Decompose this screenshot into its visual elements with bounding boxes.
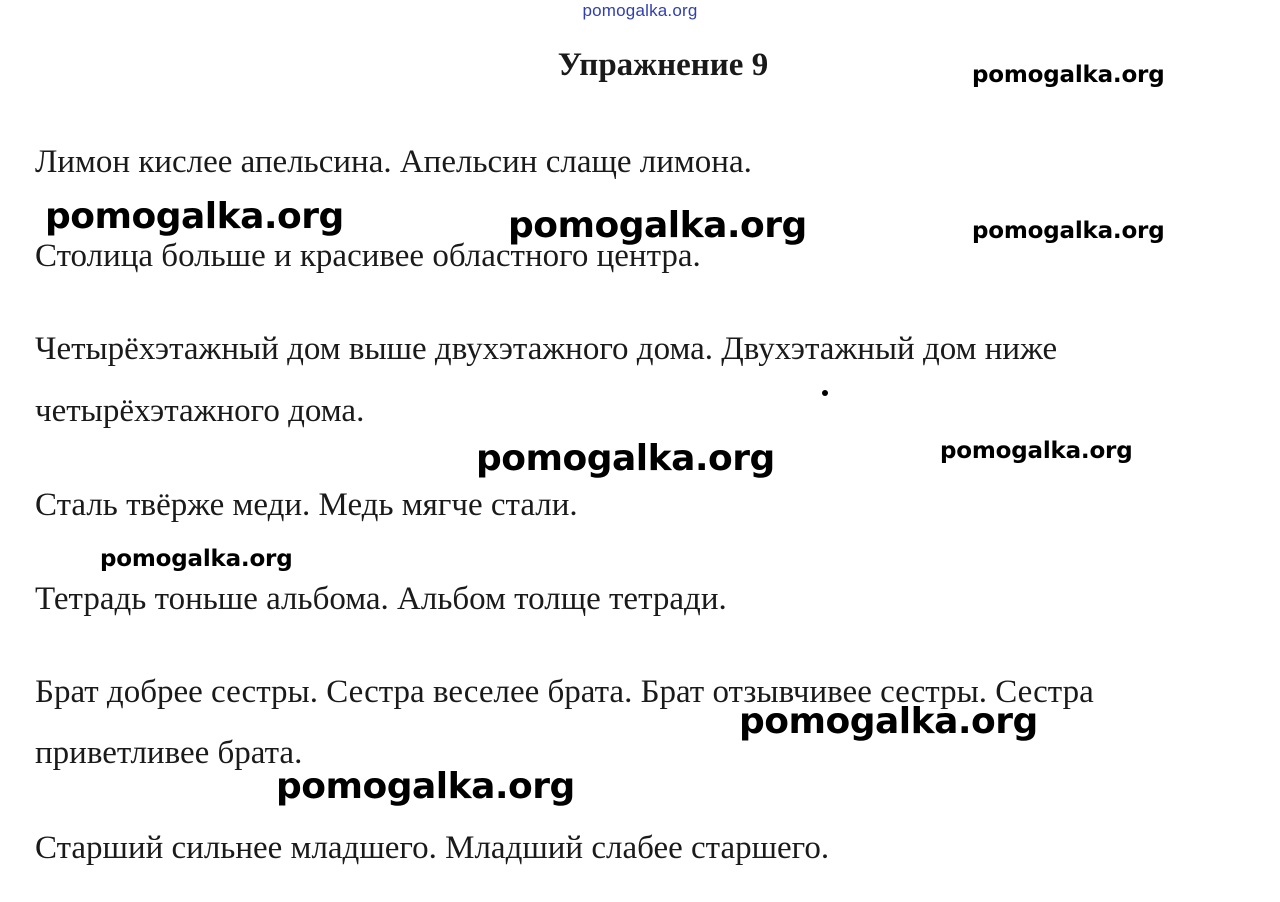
exercise-title: Упражнение 9: [557, 47, 769, 83]
watermark: pomogalka.org: [100, 546, 293, 572]
stray-dot: [822, 390, 828, 396]
text-line-9: Старший сильнее младшего. Младший слабее старшего.: [35, 830, 830, 866]
site-link[interactable]: pomogalka.org: [582, 1, 698, 20]
text-line-5: Сталь твёрже меди. Медь мягче стали.: [35, 487, 578, 523]
watermark: pomogalka.org: [940, 438, 1133, 464]
text-line-2: Столица больше и красивее областного центра.: [35, 238, 701, 274]
watermark: pomogalka.org: [476, 438, 775, 479]
watermark: pomogalka.org: [739, 701, 1038, 742]
watermark: pomogalka.org: [508, 205, 807, 246]
text-line-6: Тетрадь тоньше альбома. Альбом толще тетради.: [35, 581, 727, 617]
text-line-1: Лимон кислее апельсина. Апельсин слаще лимона.: [35, 144, 752, 180]
watermark: pomogalka.org: [45, 196, 344, 237]
watermark: pomogalka.org: [276, 766, 575, 807]
text-line-8: приветливее брата.: [35, 735, 303, 771]
watermark: pomogalka.org: [972, 62, 1165, 88]
text-line-3: Четырёхэтажный дом выше двухэтажного дома. Двухэтажный дом ниже: [35, 331, 1058, 367]
watermark: pomogalka.org: [972, 218, 1165, 244]
text-line-4: четырёхэтажного дома.: [35, 393, 365, 429]
text-line-7: Брат добрее сестры. Сестра веселее брата. Брат отзывчивее сестры. Сестра: [35, 674, 1094, 710]
